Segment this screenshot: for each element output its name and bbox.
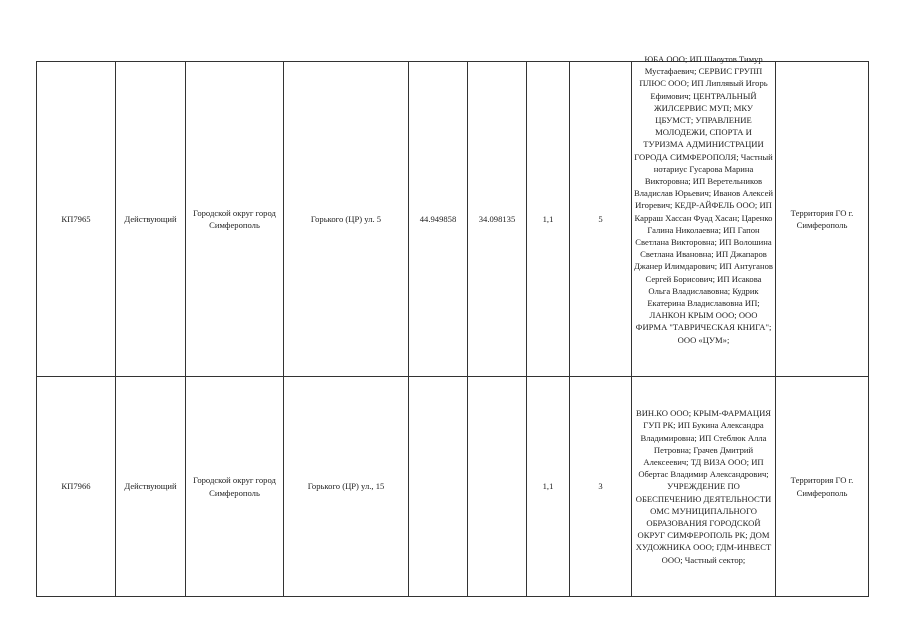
- registry-table: [36, 54, 869, 597]
- owners-cell: [632, 54, 776, 377]
- container-count-cell: 5: [570, 62, 632, 377]
- site-id-cell: КП7965: [37, 62, 116, 377]
- address-cell: Горького (ЦР) ул. 5: [284, 62, 409, 377]
- volume-cell: 1,1: [527, 62, 570, 377]
- municipality-cell: Городской округ город Симферополь: [186, 377, 284, 597]
- status-cell: Действующий: [116, 377, 186, 597]
- owners-text: ЮБА ООО; ИП Шаоутов Тимур Мустафаевич; СЕРВИС ГРУПП ПЛЮС ООО; ИП Липлявый Игорь Ефимович; ЦЕНТРАЛЬНЫЙ ЖИЛСЕРВИС МУП; МКУ ЦБУМСТ; УПРАВЛЕНИЕ МОЛОДЕЖИ, СПОРТА И ТУРИЗМА АДМИНИСТРАЦИИ ГОРОДА СИМФЕРОПОЛЯ; Частный нотариус Гусарова Марина Викторовна; ИП Веретельников Владислав Юрьевич; Иванов Алексей Игоревич; КЕДР-АЙФЕЛЬ ООО; ИП Карраш Хассан Фуад Хасан; Царенко Галина Николаевна; ИП Гапон Светлана Викторовна; ИП Волошина Светлана Ивановна; ИП Джапаров Джанер Илимдарович; ИП Антуганов Сергей Борисович; ИП Исакова Ольга Владиславовна; Кудрик Екатерина Владиславовна ИП; ЛАНКОН КРЫМ ООО; ООО ФИРМА "ТАВРИЧЕСКАЯ КНИГА"; ООО «ЦУМ»;: [634, 54, 773, 345]
- volume-cell: 1,1: [527, 377, 570, 597]
- status-cell: Действующий: [116, 62, 186, 377]
- territory-cell: Территория ГО г. Симферополь: [776, 62, 869, 377]
- address-cell: Горького (ЦР) ул., 15: [284, 377, 409, 597]
- municipality-cell: Городской округ город Симферополь: [186, 62, 284, 377]
- container-count-cell: 3: [570, 377, 632, 597]
- table-row: [37, 62, 869, 377]
- table-row: [37, 377, 869, 597]
- longitude-cell: [468, 377, 527, 597]
- longitude-cell: 34.098135: [468, 62, 527, 377]
- latitude-cell: 44.949858: [409, 62, 468, 377]
- latitude-cell: [409, 377, 468, 597]
- owners-cell: [632, 377, 776, 597]
- owners-text: ВИН.КО ООО; КРЫМ-ФАРМАЦИЯ ГУП РК; ИП Букина Александра Владимировна; ИП Стеблюк Алла Петровна; Грачев Дмитрий Алексеевич; ТД ВИЗА ООО; ИП Обертас Владимир Александрович; УЧРЕЖДЕНИЕ ПО ОБЕСПЕЧЕНИЮ ДЕЯТЕЛЬНОСТИ ОМС МУНИЦИПАЛЬНОГО ОБРАЗОВАНИЯ ГОРОДСКОЙ ОКРУГ СИМФЕРОПОЛЬ РК; ДОМ ХУДОЖНИКА ООО; ГДМ-ИНВЕСТ ООО; Частный сектор;: [635, 408, 772, 565]
- site-id-cell: КП7966: [37, 377, 116, 597]
- territory-cell: Территория ГО г. Симферополь: [776, 377, 869, 597]
